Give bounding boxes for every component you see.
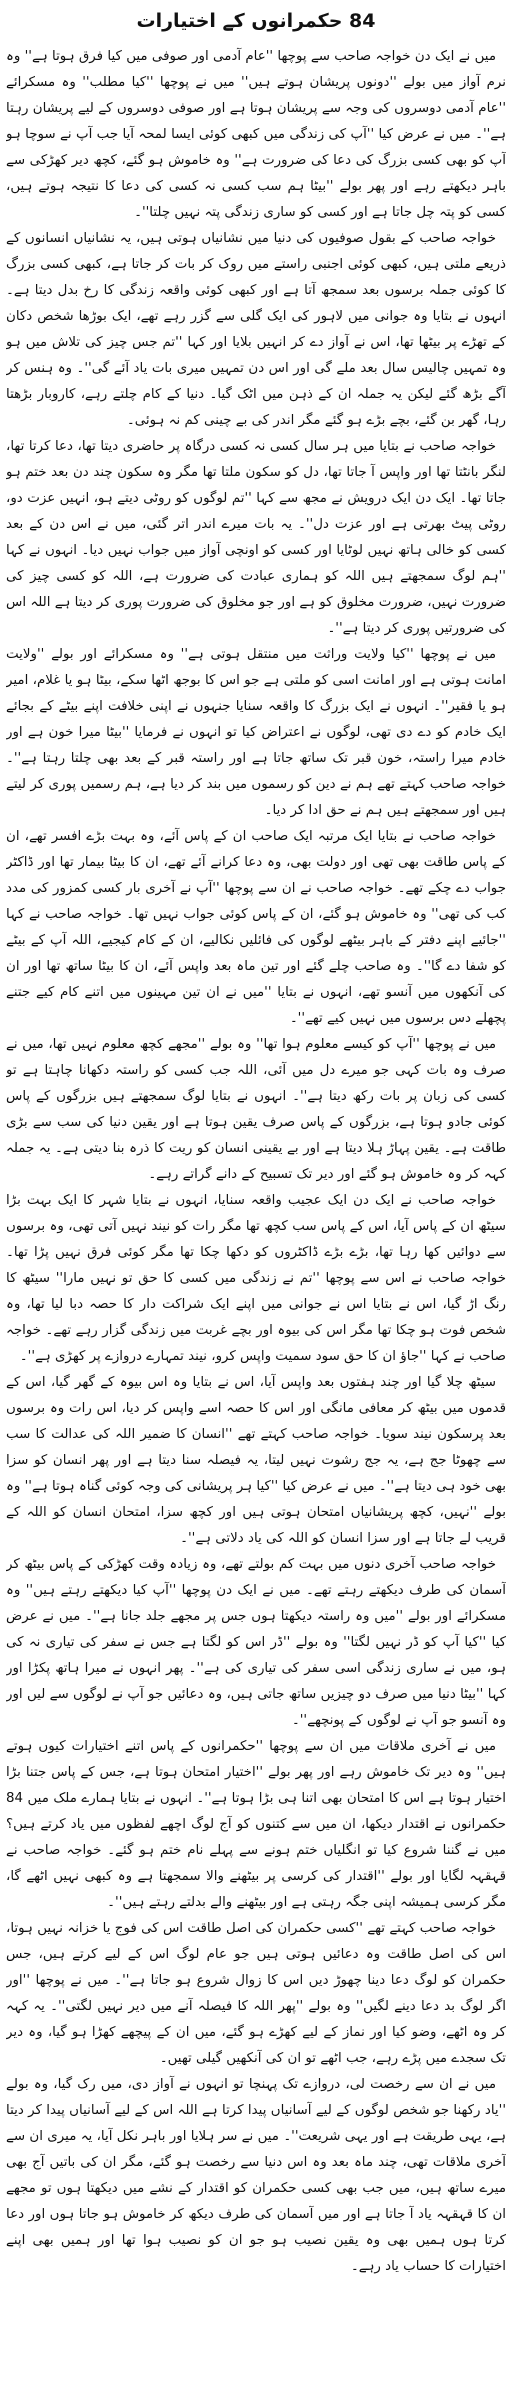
article-paragraph: میں نے پوچھا ''کیا ولایت وراثت میں منتقل ہوتی ہے'' وہ مسکرائے اور بولے ''ولایت امانت ہوتی ہے اور امانت اسی کو ملتی ہے جو اس کا بوجھ اٹھا سکے، بیٹا ہو یا غلام، امیر ہو یا فقیر''۔ انہوں نے ایک بزرگ کا واقعہ سنایا جنہوں نے اپنی خلافت اپنے بیٹے کے بجائے ایک خادم کو دے دی تھی، لوگوں نے اعتراض کیا تو انہوں نے فرمایا ''بیٹا میرا خون ہے اور خادم میرا راستہ، خون قبر تک ساتھ جاتا ہے اور راستہ قبر کے بعد بھی چلتا رہتا ہے''۔ خواجہ صاحب کہتے تھے ہم نے دین کو رسموں میں بند کر دیا ہے، ہم رسمیں پوری کر لیتے ہیں اور سمجھتے ہیں ہم نے حق ادا کر دیا۔	[6, 647, 506, 818]
article-paragraph: میں نے ان سے رخصت لی، دروازے تک پہنچا تو انہوں نے آواز دی، میں رک گیا، وہ بولے ''یاد رکھنا جو شخص لوگوں کے لیے آسانیاں پیدا کرتا ہے اللہ اس کے لیے آسانیاں پیدا کر دیتا ہے، یہی طریقت ہے اور یہی شریعت''۔ میں نے سر ہلایا اور باہر نکل آیا، یہ میری ان سے آخری ملاقات تھی، چند ماہ بعد وہ اس دنیا سے رخصت ہو گئے، مگر ان کی باتیں آج بھی میرے ساتھ ہیں، میں جب بھی کسی حکمران کو اقتدار کے نشے میں دیکھتا ہوں تو مجھے ان کا قہقہہ یاد آ جاتا ہے اور میں آسمان کی طرف دیکھ کر خاموش ہو جاتا ہوں اور دعا کرتا ہوں ہمیں بھی وہ یقین نصیب ہو جو ان کو نصیب ہوا تھا اور ہمیں بھی اپنے اختیارات کا حساب یاد رہے۔	[6, 2077, 506, 2274]
article-headline: 84 حکمرانوں کے اختیارات	[136, 10, 376, 32]
article-paragraph: خواجہ صاحب نے ایک دن ایک عجیب واقعہ سنایا، انہوں نے بتایا شہر کا ایک بہت بڑا سیٹھ ان کے پاس آیا، اس کے پاس سب کچھ تھا مگر رات کو نیند نہیں آتی تھی، وہ برسوں سے دوائیں کھا رہا تھا، بڑے بڑے ڈاکٹروں کو دکھا چکا تھا مگر کوئی فرق نہیں پڑا تھا۔ خواجہ صاحب نے اس سے پوچھا ''تم نے زندگی میں کسی کا حق تو نہیں مارا'' سیٹھ کا رنگ اڑ گیا، اس نے بتایا اس نے جوانی میں اپنے ایک شراکت دار کا حصہ دبا لیا تھا، وہ شخص فوت ہو چکا تھا مگر اس کی بیوہ اور بچے غربت میں زندگی گزار رہے تھے۔ خواجہ صاحب نے کہا ''جاؤ ان کا حق سود سمیت واپس کرو، نیند تمہارے دروازے پر کھڑی ہے''۔	[6, 1193, 506, 1364]
article-paragraph: میں نے پوچھا ''آپ کو کیسے معلوم ہوا تھا'' وہ بولے ''مجھے کچھ معلوم نہیں تھا، میں نے صرف وہ بات کہی جو میرے دل میں آئی، اللہ جب کسی کو راستہ دکھانا چاہتا ہے تو کسی کی زبان پر بات رکھ دیتا ہے''۔ انہوں نے بتایا لوگ سمجھتے ہیں بزرگوں کے پاس کوئی جادو ہوتا ہے، بزرگوں کے پاس صرف یقین ہوتا ہے اور یقین دنیا کی سب سے بڑی طاقت ہے۔ یقین پہاڑ ہلا دیتا ہے اور بے یقینی انسان کو ریت کا ذرہ بنا دیتی ہے۔ یہ جملہ کہہ کر وہ خاموش ہو گئے اور دیر تک تسبیح کے دانے گراتے رہے۔	[6, 1037, 506, 1182]
article-paragraph: خواجہ صاحب نے بتایا ایک مرتبہ ایک صاحب ان کے پاس آئے، وہ بہت بڑے افسر تھے، ان کے پاس طاقت بھی تھی اور دولت بھی، وہ دعا کرانے آئے تھے، ان کا بیٹا بیمار تھا اور ڈاکٹر جواب دے چکے تھے۔ خواجہ صاحب نے ان سے پوچھا ''آپ نے آخری بار کسی کمزور کی مدد کب کی تھی'' وہ خاموش ہو گئے، ان کے پاس کوئی جواب نہیں تھا۔ خواجہ صاحب نے کہا ''جائیے اپنے دفتر کے باہر بیٹھے لوگوں کی فائلیں نکالیے، ان کے کام کیجیے، اللہ آپ کے بیٹے کو شفا دے گا''۔ وہ صاحب چلے گئے اور تین ماہ بعد واپس آئے، ان کا بیٹا ساتھ تھا اور ان کی آنکھوں میں آنسو تھے، انہوں نے بتایا ''میں نے ان تین مہینوں میں اتنے کام کیے جتنے پچھلے دس برسوں میں نہیں کیے تھے''۔	[6, 829, 506, 1026]
article-paragraph: سیٹھ چلا گیا اور چند ہفتوں بعد واپس آیا، اس نے بتایا وہ اس بیوہ کے گھر گیا، اس کے قدموں میں بیٹھ کر معافی مانگی اور اس کا حصہ اسے واپس کر دیا، اس رات وہ برسوں بعد پرسکون نیند سویا۔ خواجہ صاحب کہتے تھے ''انسان کا ضمیر اللہ کی عدالت کا سب سے چھوٹا جج ہے، یہ جج رشوت نہیں لیتا، یہ فیصلہ سنا دیتا ہے اور پھر انسان کو سزا بھی خود ہی دیتا ہے''۔ میں نے عرض کیا ''کیا ہر پریشانی کی وجہ کوئی گناہ ہوتا ہے'' وہ بولے ''نہیں، کچھ پریشانیاں امتحان ہوتی ہیں اور کچھ سزا، امتحان انسان کو اللہ کے قریب لے جاتا ہے اور سزا انسان کو اللہ کی یاد دلاتی ہے''۔	[6, 1375, 506, 1546]
article-paragraph: میں نے آخری ملاقات میں ان سے پوچھا ''حکمرانوں کے پاس اتنے اختیارات کیوں ہوتے ہیں'' وہ دیر تک خاموش رہے اور پھر بولے ''اختیار امتحان ہوتا ہے، جس کے پاس جتنا بڑا اختیار ہوتا ہے اس کا امتحان بھی اتنا ہی بڑا ہوتا ہے''۔ انہوں نے بتایا ہمارے ملک میں 84 حکمرانوں نے اقتدار دیکھا، ان میں سے کتنوں کو آج لوگ اچھے لفظوں میں یاد کرتے ہیں؟ میں نے گننا شروع کیا تو انگلیاں ختم ہونے سے پہلے نام ختم ہو گئے۔ خواجہ صاحب نے قہقہہ لگایا اور بولے ''اقتدار کی کرسی پر بیٹھنے والا سمجھتا ہے وہ کبھی نہیں اٹھے گا، مگر کرسی ہمیشہ اپنی جگہ رہتی ہے اور بیٹھنے والے بدلتے رہتے ہیں''۔	[6, 1739, 506, 1910]
article-paragraph: خواجہ صاحب نے بتایا میں ہر سال کسی نہ کسی درگاہ پر حاضری دیتا تھا، دعا کرتا تھا، لنگر بانٹتا تھا اور واپس آ جاتا تھا، دل کو سکون ملتا تھا مگر وہ سکون چند دن بعد ختم ہو جاتا تھا۔ ایک دن ایک درویش نے مجھ سے کہا ''تم لوگوں کو روٹی دیتے ہو، انہیں عزت دو، روٹی پیٹ بھرتی ہے اور عزت دل''۔ یہ بات میرے اندر اتر گئی، میں نے اس دن کے بعد کسی کو خالی ہاتھ نہیں لوٹایا اور کسی کو اونچی آواز میں جواب نہیں دیا۔ انہوں نے کہا ''ہم لوگ سمجھتے ہیں اللہ کو ہماری عبادت کی ضرورت ہے، اللہ کو کسی چیز کی ضرورت نہیں، ضرورت مخلوق کو ہے اور جو مخلوق کی ضرورت پوری کر دیتا ہے اللہ اس کی ضرورتیں پوری کر دیتا ہے''۔	[6, 439, 506, 636]
article-paragraph: خواجہ صاحب آخری دنوں میں بہت کم بولتے تھے، وہ زیادہ وقت کھڑکی کے پاس بیٹھ کر آسمان کی طرف دیکھتے رہتے تھے۔ میں نے ایک دن پوچھا ''آپ کیا دیکھتے رہتے ہیں'' وہ مسکرائے اور بولے ''میں وہ راستہ دیکھتا ہوں جس پر مجھے جلد جانا ہے''۔ میں نے عرض کیا ''کیا آپ کو ڈر نہیں لگتا'' وہ بولے ''ڈر اس کو لگتا ہے جس نے سفر کی تیاری نہ کی ہو، میں نے ساری زندگی اسی سفر کی تیاری کی ہے''۔ پھر انہوں نے میرا ہاتھ پکڑا اور کہا ''بیٹا دنیا میں صرف دو چیزیں ساتھ جاتی ہیں، وہ دعائیں جو آپ نے لوگوں سے لیں اور وہ آنسو جو آپ نے لوگوں کے پونچھے''۔	[6, 1557, 506, 1728]
article-body	[6, 44, 506, 2384]
article-paragraph: میں نے ایک دن خواجہ صاحب سے پوچھا ''عام آدمی اور صوفی میں کیا فرق ہوتا ہے'' وہ نرم آواز میں بولے ''دونوں پریشان ہوتے ہیں'' میں نے پوچھا ''کیا مطلب'' وہ مسکرائے ''عام آدمی دوسروں کی وجہ سے پریشان ہوتا ہے اور صوفی دوسروں کے لیے پریشان رہتا ہے''۔ میں نے عرض کیا ''آپ کی زندگی میں کبھی کوئی ایسا لمحہ آیا جب آپ نے سوچا ہو آپ کو بھی کسی بزرگ کی دعا کی ضرورت ہے'' وہ خاموش ہو گئے، کچھ دیر کھڑکی سے باہر دیکھتے رہے اور پھر بولے ''بیٹا ہم سب کسی نہ کسی کی دعا کا نتیجہ ہوتے ہیں، کسی کو پتہ چل جاتا ہے اور کسی کو ساری زندگی پتہ نہیں چلتا''۔	[6, 49, 506, 220]
article-paragraph: خواجہ صاحب کے بقول صوفیوں کی دنیا میں نشانیاں ہوتی ہیں، یہ نشانیاں انسانوں کے ذریعے ملتی ہیں، کبھی کوئی اجنبی راستے میں روک کر بات کر جاتا ہے، کبھی کسی بزرگ کا کوئی جملہ برسوں بعد سمجھ آتا ہے اور کبھی کوئی واقعہ زندگی کا رخ بدل دیتا ہے۔ انہوں نے بتایا وہ جوانی میں لاہور کی ایک گلی سے گزر رہے تھے، ایک بوڑھا شخص دکان کے تھڑے پر بیٹھا تھا، اس نے آواز دے کر انہیں بلایا اور کہا ''تم جس چیز کی تلاش میں ہو وہ تمہیں چالیس سال بعد ملے گی اور اس دن تمہیں میری بات یاد آئے گی''۔ وہ ہنس کر آگے بڑھ گئے لیکن یہ جملہ ان کے ذہن میں اٹک گیا۔ دنیا کے کام چلتے رہے، کاروبار بڑھتا رہا، گھر بن گئے، بچے بڑے ہو گئے مگر اندر کی بے چینی کم نہ ہوئی۔	[6, 231, 506, 428]
article-paragraph: خواجہ صاحب کہتے تھے ''کسی حکمران کی اصل طاقت اس کی فوج یا خزانہ نہیں ہوتا، اس کی اصل طاقت وہ دعائیں ہوتی ہیں جو عام لوگ اس کے لیے کرتے ہیں، جس حکمران کو لوگ دعا دینا چھوڑ دیں اس کا زوال شروع ہو جاتا ہے''۔ میں نے پوچھا ''اور اگر لوگ بد دعا دینے لگیں'' وہ بولے ''پھر اللہ کا فیصلہ آنے میں دیر نہیں لگتی''۔ یہ کہہ کر وہ اٹھے، وضو کیا اور نماز کے لیے کھڑے ہو گئے، میں ان کے پیچھے کھڑا ہو گیا، وہ دیر تک سجدے میں پڑے رہے، جب اٹھے تو ان کی آنکھیں گیلی تھیں۔	[6, 1921, 506, 2066]
